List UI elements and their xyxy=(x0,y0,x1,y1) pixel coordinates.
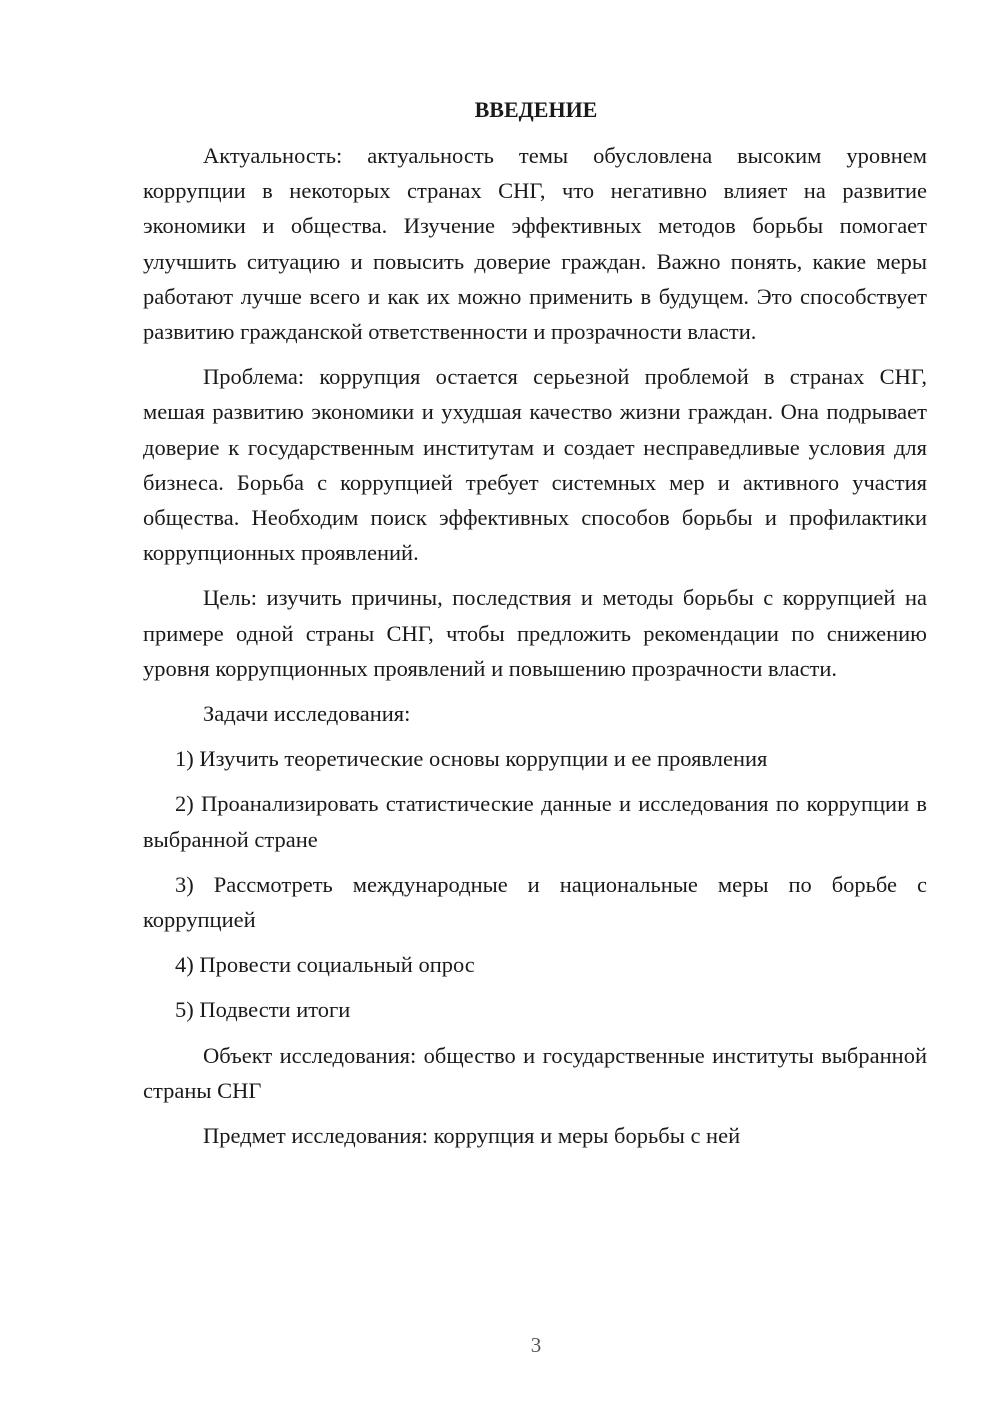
paragraph-subject: Предмет исследования: коррупция и меры борьбы с ней xyxy=(203,1123,741,1149)
page-title: ВВЕДЕНИЕ xyxy=(474,97,598,122)
list-item: 4) Провести социальный опрос xyxy=(175,952,475,978)
paragraph-object: Объект исследования: общество и государственные институты выбранной страны СНГ xyxy=(143,1042,927,1103)
document-page xyxy=(143,92,927,1163)
list-item: 2) Проанализировать статистические данные и исследования по коррупции в выбранной стране xyxy=(143,791,927,852)
paragraph-relevance: Актуальность: актуальность темы обусловлена высоким уровнем коррупции в некоторых странах СНГ, что негативно влияет на развитие экономики и общества. Изучение эффективных методов борьбы помогает улучшить ситуацию и повысить доверие граждан. Важно понять, какие меры работают лучше всего и как их можно применить в будущем. Это способствует развитию гражданской ответственности и прозрачности власти. xyxy=(143,143,927,345)
list-item: 3) Рассмотреть международные и национальные меры по борьбе с коррупцией xyxy=(143,871,927,933)
tasks-heading: Задачи исследования: xyxy=(203,701,411,727)
paragraph-goal: Цель: изучить причины, последствия и методы борьбы с коррупцией на примере одной страны СНГ, чтобы предложить рекомендации по снижению уровня коррупционных проявлений и повышению прозрачности власти. xyxy=(143,585,927,681)
page-number: 3 xyxy=(530,1333,542,1357)
paragraph-problem: Проблема: коррупция остается серьезной проблемой в странах СНГ, мешая развитию экономики и ухудшая качество жизни граждан. Она подрывает доверие к государственным институтам и создает несправедливые условия для бизнеса. Борьба с коррупцией требует системных мер и активного участия общества. Необходим поиск эффективных способов борьбы и профилактики коррупционных проявлений. xyxy=(143,364,927,566)
list-item: 5) Подвести итоги xyxy=(175,997,351,1023)
list-item: 1) Изучить теоретические основы коррупции и ее проявления xyxy=(175,746,768,772)
